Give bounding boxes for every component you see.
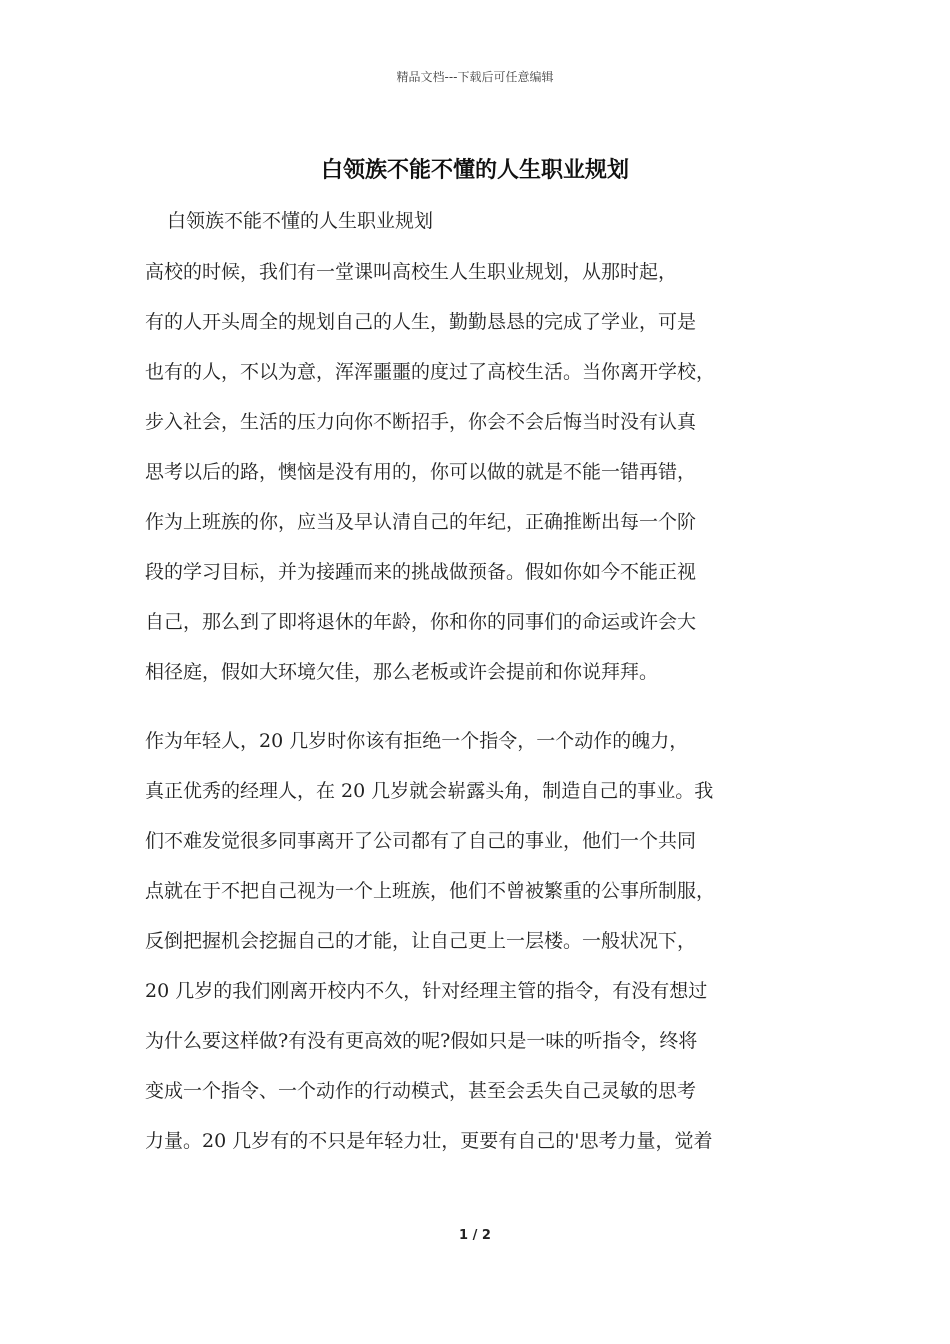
page-number: 1 / 2 (459, 1228, 491, 1243)
text-line: 变成一个指令、一个动作的行动模式，甚至会丢失自己灵敏的思考 (145, 1080, 697, 1102)
text-line: 反倒把握机会挖掘自己的才能，让自己更上一层楼。一般状况下， (145, 930, 697, 952)
text-line: 作为年轻人，20 几岁时你该有拒绝一个指令，一个动作的魄力， (145, 730, 689, 752)
text-line: 相径庭，假如大环境欠佳，那么老板或许会提前和你说拜拜。 (145, 661, 659, 683)
text-line: 真正优秀的经理人，在 20 几岁就会崭露头角，制造自己的事业。我 (145, 780, 714, 802)
page-header: 精品文档---下载后可任意编辑 (396, 70, 554, 84)
text-line: 也有的人，不以为意，浑浑噩噩的度过了高校生活。当你离开学校， (145, 361, 716, 383)
text-line: 高校的时候，我们有一堂课叫高校生人生职业规划，从那时起， (145, 261, 678, 283)
text-line: 有的人开头周全的规划自己的人生，勤勤恳恳的完成了学业，可是 (145, 311, 697, 333)
text-line: 们不难发觉很多同事离开了公司都有了自己的事业，他们一个共同 (145, 830, 697, 852)
text-line: 步入社会，生活的压力向你不断招手，你会不会后悔当时没有认真 (145, 411, 697, 433)
document-title: 白领族不能不懂的人生职业规划 (320, 157, 629, 183)
text-line: 20 几岁的我们刚离开校内不久，针对经理主管的指令，有没有想过 (145, 980, 708, 1002)
text-line: 点就在于不把自己视为一个上班族，他们不曾被繁重的公事所制服， (145, 880, 716, 902)
text-line: 作为上班族的你，应当及早认清自己的年纪，正确推断出每一个阶 (145, 511, 697, 533)
text-line: 段的学习目标，并为接踵而来的挑战做预备。假如你如今不能正视 (145, 561, 697, 583)
paragraph-1 (145, 247, 820, 697)
document-subtitle: 白领族不能不懂的人生职业规划 (167, 210, 434, 232)
paragraph-2 (145, 716, 820, 1166)
text-line: 力量。20 几岁有的不只是年轻力壮，更要有自己的'思考力量，觉着 (145, 1130, 713, 1152)
text-line: 思考以后的路，懊恼是没有用的，你可以做的就是不能一错再错， (145, 461, 697, 483)
text-line: 为什么要这样做?有没有更高效的呢?假如只是一味的听指令，终将 (145, 1030, 698, 1052)
text-line: 自己，那么到了即将退休的年龄，你和你的同事们的命运或许会大 (145, 611, 697, 633)
